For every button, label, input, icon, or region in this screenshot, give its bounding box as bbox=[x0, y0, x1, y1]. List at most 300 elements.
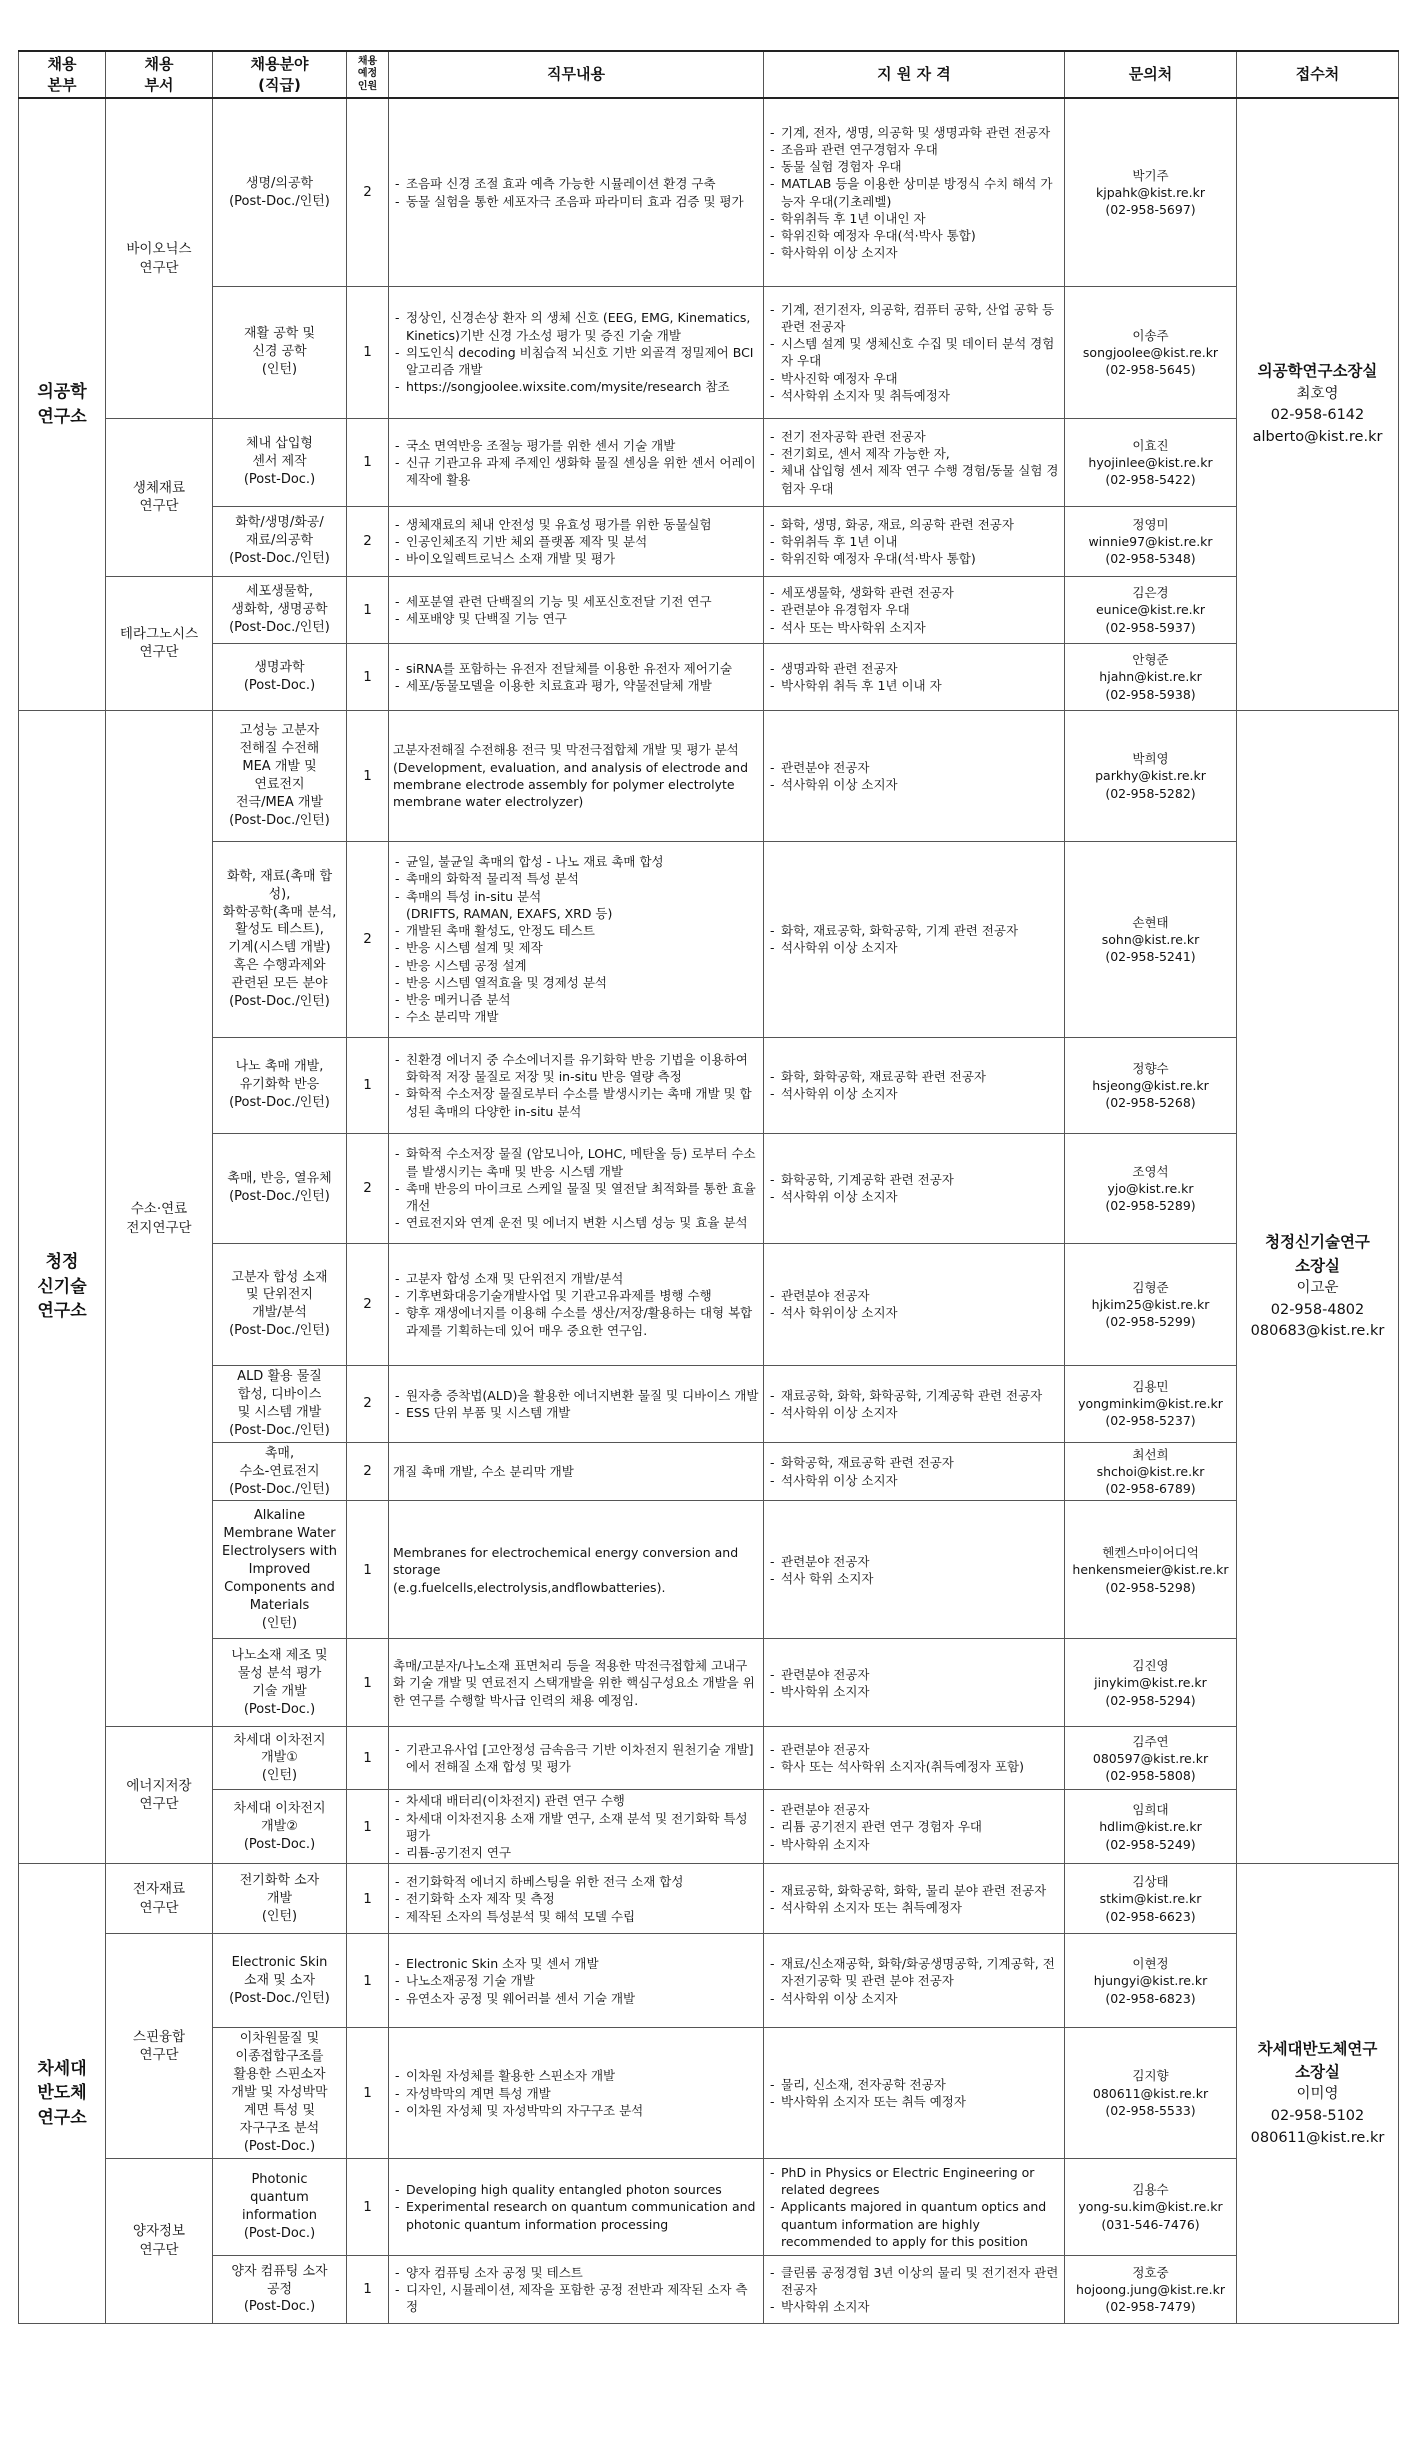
field-cell: 차세대 이차전지 개발② (Post-Doc.) bbox=[213, 1790, 347, 1864]
list-item: - 반응 시스템 열적효율 및 경제성 분석 bbox=[393, 974, 759, 991]
duties-cell bbox=[389, 1365, 764, 1442]
table-row bbox=[19, 1501, 1399, 1639]
list-item: - 전기화학적 에너지 하베스팅을 위한 전극 소재 합성 bbox=[393, 1873, 759, 1890]
list-item: - 관련분야 전공자 bbox=[768, 1666, 1060, 1683]
header-row bbox=[19, 51, 1399, 98]
table-row bbox=[19, 710, 1399, 841]
list-item: - 기계, 전기전자, 의공학, 컴퓨터 공학, 산업 공학 등 관련 전공자 bbox=[768, 301, 1060, 336]
quals-list bbox=[768, 584, 1060, 636]
list-item: - 클린룸 공정경험 3년 이상의 물리 및 전기전자 관련 전공자 bbox=[768, 2264, 1060, 2299]
count-cell: 2 bbox=[347, 1133, 389, 1243]
list-item: - 이차원 자성체 및 자성박막의 자구구조 분석 bbox=[393, 2102, 759, 2119]
list-item: - 화학, 생명, 화공, 재료, 의공학 관련 전공자 bbox=[768, 516, 1060, 533]
quals-cell bbox=[764, 1037, 1065, 1133]
list-item: - 관련분야 유경험자 우대 bbox=[768, 601, 1060, 618]
list-item: - MATLAB 등을 이용한 상미분 방정식 수치 해석 가능자 우대(기초레벨) bbox=[768, 175, 1060, 210]
list-item: - Electronic Skin 소자 및 센서 개발 bbox=[393, 1955, 759, 1972]
duties-list bbox=[393, 2067, 759, 2119]
duties-cell: Membranes for electrochemical energy conversion and storage (e.g.fuelcells,electrolysis,andflowbatteries). bbox=[389, 1501, 764, 1639]
table-row bbox=[19, 1639, 1399, 1727]
duties-cell bbox=[389, 2159, 764, 2256]
quals-list bbox=[768, 2076, 1060, 2111]
list-item: - 디자인, 시뮬레이션, 제작을 포함한 공정 전반과 제작된 소자 측정 bbox=[393, 2281, 759, 2316]
list-item: - 물리, 신소재, 전자공학 전공자 bbox=[768, 2076, 1060, 2093]
duties-cell bbox=[389, 1727, 764, 1790]
list-item: - 학사 또는 석사학위 소지자(취득예정자 포함) bbox=[768, 1758, 1060, 1775]
list-item: - 국소 면역반응 조절능 평가를 위한 센서 기술 개발 bbox=[393, 437, 759, 454]
table-row bbox=[19, 841, 1399, 1037]
quals-cell bbox=[764, 418, 1065, 506]
count-cell: 1 bbox=[347, 286, 389, 418]
duties-list bbox=[393, 1270, 759, 1339]
list-item: - 동물 실험을 통한 세포자극 조음파 파라미터 효과 검증 및 평가 bbox=[393, 193, 759, 210]
quals-list bbox=[768, 1387, 1060, 1422]
quals-list bbox=[768, 1553, 1060, 1588]
contact-cell: 안형준 hjahn@kist.re.kr (02-958-5938) bbox=[1065, 643, 1237, 710]
list-item: - 석사 또는 박사학위 소지자 bbox=[768, 619, 1060, 636]
duties-list bbox=[393, 1873, 759, 1925]
list-item: - 이차원 자성체를 활용한 스핀소자 개발 bbox=[393, 2067, 759, 2084]
quals-list bbox=[768, 1955, 1060, 2007]
list-item: - 관련분야 전공자 bbox=[768, 1287, 1060, 1304]
quals-cell bbox=[764, 841, 1065, 1037]
quals-list bbox=[768, 1882, 1060, 1917]
count-cell: 1 bbox=[347, 1037, 389, 1133]
list-item: - 석사학위 이상 소지자 bbox=[768, 1188, 1060, 1205]
field-cell: 나노 촉매 개발, 유기화학 반응 (Post-Doc./인턴) bbox=[213, 1037, 347, 1133]
list-item: - 석사학위 소지자 또는 취득예정자 bbox=[768, 1899, 1060, 1916]
count-cell: 1 bbox=[347, 1934, 389, 2028]
list-item: - 석사학위 이상 소지자 bbox=[768, 776, 1060, 793]
count-cell: 1 bbox=[347, 710, 389, 841]
list-item: - 기후변화대응기술개발사업 및 기관고유과제를 병행 수행 bbox=[393, 1287, 759, 1304]
quals-cell bbox=[764, 1790, 1065, 1864]
list-item: - https://songjoolee.wixsite.com/mysite/research 참조 bbox=[393, 378, 759, 395]
quals-cell bbox=[764, 286, 1065, 418]
contact-cell: 김주연 080597@kist.re.kr (02-958-5808) bbox=[1065, 1727, 1237, 1790]
duties-list bbox=[393, 1145, 759, 1231]
list-item: - 박사학위 소지자 또는 취득 예정자 bbox=[768, 2093, 1060, 2110]
quals-cell bbox=[764, 2159, 1065, 2256]
duties-cell bbox=[389, 643, 764, 710]
reception-title: 의공학연구소장실 bbox=[1257, 362, 1378, 381]
table-row bbox=[19, 2159, 1399, 2256]
quals-list bbox=[768, 1801, 1060, 1853]
contact-cell: 정영미 winnie97@kist.re.kr (02-958-5348) bbox=[1065, 506, 1237, 576]
list-item: - 촉매의 특성 in-situ 분석 (DRIFTS, RAMAN, EXAFS, XRD 등) bbox=[393, 888, 759, 923]
contact-cell: 최선희 shchoi@kist.re.kr (02-958-6789) bbox=[1065, 1442, 1237, 1501]
contact-cell: 손현태 sohn@kist.re.kr (02-958-5241) bbox=[1065, 841, 1237, 1037]
list-item: - 석사학위 소지자 및 취득예정자 bbox=[768, 387, 1060, 404]
duties-list bbox=[393, 660, 759, 695]
duties-list bbox=[393, 1051, 759, 1120]
list-item: - 세포분열 관련 단백질의 기능 및 세포신호전달 기전 연구 bbox=[393, 593, 759, 610]
list-item: - 기관고유사업 [고안정성 금속음극 기반 이차전지 원천기술 개발]에서 전해질 소재 합성 및 평가 bbox=[393, 1741, 759, 1776]
count-cell: 1 bbox=[347, 1727, 389, 1790]
duties-cell bbox=[389, 1133, 764, 1243]
recruitment-table bbox=[18, 50, 1399, 2324]
count-cell: 1 bbox=[347, 418, 389, 506]
list-item: - 반응 시스템 설계 및 제작 bbox=[393, 939, 759, 956]
list-item: - 양자 컴퓨팅 소자 공정 및 테스트 bbox=[393, 2264, 759, 2281]
duties-list bbox=[393, 1387, 759, 1422]
list-item: - 학위취득 후 1년 이내 bbox=[768, 533, 1060, 550]
table-row bbox=[19, 2256, 1399, 2324]
field-cell: 화학/생명/화공/ 재료/의공학 (Post-Doc./인턴) bbox=[213, 506, 347, 576]
table-row bbox=[19, 1727, 1399, 1790]
count-cell: 1 bbox=[347, 2028, 389, 2159]
header-reception: 접수처 bbox=[1237, 51, 1399, 98]
field-cell: ALD 활용 물질 합성, 디바이스 및 시스템 개발 (Post-Doc./인턴) bbox=[213, 1365, 347, 1442]
quals-cell bbox=[764, 1639, 1065, 1727]
quals-list bbox=[768, 1741, 1060, 1776]
list-item: - Developing high quality entangled photon sources bbox=[393, 2181, 759, 2198]
dept-cell: 생체재료 연구단 bbox=[106, 418, 213, 576]
duties-list bbox=[393, 1741, 759, 1776]
count-cell: 1 bbox=[347, 576, 389, 643]
count-cell: 1 bbox=[347, 1501, 389, 1639]
table-row bbox=[19, 98, 1399, 286]
table-row bbox=[19, 1243, 1399, 1365]
contact-cell: 김형준 hjkim25@kist.re.kr (02-958-5299) bbox=[1065, 1243, 1237, 1365]
quals-cell bbox=[764, 1243, 1065, 1365]
institute-cell: 청정 신기술 연구소 bbox=[19, 710, 106, 1864]
reception-cell bbox=[1237, 98, 1399, 710]
list-item: - 연료전지와 연계 운전 및 에너지 변환 시스템 성능 및 효율 분석 bbox=[393, 1214, 759, 1231]
dept-cell: 테라그노시스 연구단 bbox=[106, 576, 213, 710]
list-item: - 차세대 이차전지용 소재 개발 연구, 소재 분석 및 전기화학 특성 평가 bbox=[393, 1810, 759, 1845]
list-item: - PhD in Physics or Electric Engineering or related degrees bbox=[768, 2164, 1060, 2199]
list-item: - 화학공학, 기계공학 관련 전공자 bbox=[768, 1171, 1060, 1188]
list-item: - 수소 분리막 개발 bbox=[393, 1008, 759, 1025]
list-item: - 촉매의 화학적 물리적 특성 분석 bbox=[393, 870, 759, 887]
field-cell: 체내 삽입형 센서 제작 (Post-Doc.) bbox=[213, 418, 347, 506]
list-item: - 재료/신소재공학, 화학/화공생명공학, 기계공학, 전자전기공학 및 관련 분야 전공자 bbox=[768, 1955, 1060, 1990]
list-item: - 바이오일렉트로닉스 소재 개발 및 평가 bbox=[393, 550, 759, 567]
list-item: - 재료공학, 화학, 화학공학, 기계공학 관련 전공자 bbox=[768, 1387, 1060, 1404]
quals-cell bbox=[764, 1727, 1065, 1790]
field-cell: 촉매, 수소-연료전지 (Post-Doc./인턴) bbox=[213, 1442, 347, 1501]
quals-list bbox=[768, 759, 1060, 794]
list-item: - 화학공학, 재료공학 관련 전공자 bbox=[768, 1454, 1060, 1471]
field-cell: 생명과학 (Post-Doc.) bbox=[213, 643, 347, 710]
institute-cell: 의공학 연구소 bbox=[19, 98, 106, 710]
list-item: - 박사학위 소지자 bbox=[768, 1683, 1060, 1700]
table-row bbox=[19, 1365, 1399, 1442]
table-row bbox=[19, 643, 1399, 710]
quals-cell bbox=[764, 1501, 1065, 1639]
contact-cell: 김상태 stkim@kist.re.kr (02-958-6623) bbox=[1065, 1864, 1237, 1934]
list-item: - 의도인식 decoding 비침습적 뇌신호 기반 외골격 정밀제어 BCI 알고리즘 개발 bbox=[393, 344, 759, 379]
reception-name: 이미영 bbox=[1296, 2086, 1339, 2103]
list-item: - 반응 메커니즘 분석 bbox=[393, 991, 759, 1008]
reception-name: 이고운 bbox=[1296, 1279, 1339, 1296]
quals-list bbox=[768, 1171, 1060, 1206]
quals-list bbox=[768, 1068, 1060, 1103]
quals-cell bbox=[764, 2256, 1065, 2324]
list-item: - 화학적 수소저장 물질로부터 수소를 발생시키는 촉매 개발 및 합성된 촉매의 다양한 in-situ 분석 bbox=[393, 1085, 759, 1120]
count-cell: 1 bbox=[347, 1864, 389, 1934]
field-cell: Photonic quantum information (Post-Doc.) bbox=[213, 2159, 347, 2256]
quals-cell bbox=[764, 1442, 1065, 1501]
list-item: - 리튬 공기전지 관련 연구 경험자 우대 bbox=[768, 1818, 1060, 1835]
table-row bbox=[19, 1442, 1399, 1501]
count-cell: 2 bbox=[347, 1442, 389, 1501]
duties-cell bbox=[389, 1243, 764, 1365]
reception-phone: 02-958-4802 bbox=[1270, 1301, 1365, 1318]
list-item: - 균일, 불균일 촉매의 합성 - 나노 재료 촉매 합성 bbox=[393, 853, 759, 870]
list-item: - 원자층 증착법(ALD)을 활용한 에너지변환 물질 및 디바이스 개발 bbox=[393, 1387, 759, 1404]
quals-cell bbox=[764, 1934, 1065, 2028]
list-item: - 석사학위 이상 소지자 bbox=[768, 1472, 1060, 1489]
quals-cell bbox=[764, 98, 1065, 286]
list-item: - 반응 시스템 공정 설계 bbox=[393, 957, 759, 974]
list-item: - 기계, 전자, 생명, 의공학 및 생명과학 관련 전공자 bbox=[768, 124, 1060, 141]
list-item: - 학위진학 예정자 우대(석·박사 통합) bbox=[768, 227, 1060, 244]
list-item: - 석사 학위 소지자 bbox=[768, 1570, 1060, 1587]
dept-cell: 바이오닉스 연구단 bbox=[106, 98, 213, 418]
duties-list bbox=[393, 1792, 759, 1861]
duties-list bbox=[393, 309, 759, 395]
quals-cell bbox=[764, 1864, 1065, 1934]
reception-phone: 02-958-5102 bbox=[1270, 2108, 1365, 2125]
list-item: - Experimental research on quantum communication and photonic quantum information processing bbox=[393, 2198, 759, 2233]
quals-list bbox=[768, 1666, 1060, 1701]
count-cell: 1 bbox=[347, 2159, 389, 2256]
reception-title: 차세대반도체연구 소장실 bbox=[1257, 2039, 1378, 2082]
list-item: - 석사학위 이상 소지자 bbox=[768, 1990, 1060, 2007]
field-cell: 생명/의공학 (Post-Doc./인턴) bbox=[213, 98, 347, 286]
list-item: - 자성박막의 계면 특성 개발 bbox=[393, 2085, 759, 2102]
duties-cell bbox=[389, 506, 764, 576]
table-row bbox=[19, 506, 1399, 576]
quals-cell bbox=[764, 506, 1065, 576]
list-item: - 학위취득 후 1년 이내인 자 bbox=[768, 210, 1060, 227]
count-cell: 2 bbox=[347, 1365, 389, 1442]
duties-cell bbox=[389, 1934, 764, 2028]
quals-cell bbox=[764, 1133, 1065, 1243]
duties-cell: 촉매/고분자/나노소재 표면처리 등을 적용한 막전극접합체 고내구화 기술 개발 및 연료전지 스택개발을 위한 핵심구성요소 개발을 위한 연구를 수행할 박사급 인력의 채용 예정임. bbox=[389, 1639, 764, 1727]
quals-list bbox=[768, 1287, 1060, 1322]
field-cell: 차세대 이차전지 개발① (인턴) bbox=[213, 1727, 347, 1790]
count-cell: 1 bbox=[347, 1639, 389, 1727]
list-item: - 세포배양 및 단백질 기능 연구 bbox=[393, 610, 759, 627]
list-item: - 시스템 설계 및 생체신호 수집 및 데이터 분석 경험자 우대 bbox=[768, 335, 1060, 370]
reception-email: alberto@kist.re.kr bbox=[1252, 429, 1383, 446]
duties-list bbox=[393, 516, 759, 568]
duties-cell bbox=[389, 98, 764, 286]
duties-cell: 고분자전해질 수전해용 전극 및 막전극접합체 개발 및 평가 분석 (Development, evaluation, and analysis of electrode and membrane electrode assembly for polymer electrolyte membrane water electrolyzer) bbox=[389, 710, 764, 841]
list-item: - 석사 학위이상 소지자 bbox=[768, 1304, 1060, 1321]
duties-cell bbox=[389, 1037, 764, 1133]
list-item: - 나노소재공정 기술 개발 bbox=[393, 1972, 759, 1989]
duties-list bbox=[393, 175, 759, 210]
duties-list bbox=[393, 1955, 759, 2007]
quals-list bbox=[768, 2164, 1060, 2250]
list-item: - 고분자 합성 소재 및 단위전지 개발/분석 bbox=[393, 1270, 759, 1287]
list-item: - 촉매 반응의 마이크로 스케일 물질 및 열전달 최적화를 통한 효율 개선 bbox=[393, 1180, 759, 1215]
list-item: - 재료공학, 화학공학, 화학, 물리 분야 관련 전공자 bbox=[768, 1882, 1060, 1899]
reception-title: 청정신기술연구 소장실 bbox=[1265, 1233, 1370, 1275]
quals-cell bbox=[764, 2028, 1065, 2159]
contact-cell: 이송주 songjoolee@kist.re.kr (02-958-5645) bbox=[1065, 286, 1237, 418]
quals-cell bbox=[764, 710, 1065, 841]
field-cell: 고성능 고분자 전해질 수전해 MEA 개발 및 연료전지 전극/MEA 개발 (Post-Doc./인턴) bbox=[213, 710, 347, 841]
field-cell: 촉매, 반응, 열유체 (Post-Doc./인턴) bbox=[213, 1133, 347, 1243]
table-row bbox=[19, 1790, 1399, 1864]
list-item: - 생체재료의 체내 안전성 및 유효성 평가를 위한 동물실험 bbox=[393, 516, 759, 533]
duties-cell bbox=[389, 2028, 764, 2159]
list-item: - 관련분야 전공자 bbox=[768, 759, 1060, 776]
duties-list bbox=[393, 437, 759, 489]
list-item: - 전기화학 소자 제작 및 측정 bbox=[393, 1890, 759, 1907]
field-cell: Alkaline Membrane Water Electrolysers with Improved Components and Materials (인턴) bbox=[213, 1501, 347, 1639]
contact-cell: 정향수 hsjeong@kist.re.kr (02-958-5268) bbox=[1065, 1037, 1237, 1133]
list-item: - 세포생물학, 생화학 관련 전공자 bbox=[768, 584, 1060, 601]
dept-cell: 전자재료 연구단 bbox=[106, 1864, 213, 1934]
table-row bbox=[19, 1037, 1399, 1133]
contact-cell: 임희대 hdlim@kist.re.kr (02-958-5249) bbox=[1065, 1790, 1237, 1864]
table-row bbox=[19, 1934, 1399, 2028]
list-item: - 박사진학 예정자 우대 bbox=[768, 370, 1060, 387]
dept-cell: 스핀융합 연구단 bbox=[106, 1934, 213, 2159]
quals-list bbox=[768, 1454, 1060, 1489]
reception-phone: 02-958-6142 bbox=[1270, 407, 1365, 424]
reception-cell bbox=[1237, 1864, 1399, 2324]
field-cell: 양자 컴퓨팅 소자 공정 (Post-Doc.) bbox=[213, 2256, 347, 2324]
contact-cell: 헨켄스마이어디억 henkensmeier@kist.re.kr (02-958-5298) bbox=[1065, 1501, 1237, 1639]
duties-cell bbox=[389, 2256, 764, 2324]
duties-cell bbox=[389, 576, 764, 643]
quals-list bbox=[768, 428, 1060, 497]
header-quals: 지 원 자 격 bbox=[764, 51, 1065, 98]
reception-email: 080611@kist.re.kr bbox=[1250, 2129, 1385, 2146]
reception-email: 080683@kist.re.kr bbox=[1250, 1323, 1385, 1340]
field-cell: 나노소재 제조 및 물성 분석 평가 기술 개발 (Post-Doc.) bbox=[213, 1639, 347, 1727]
list-item: - 전기회로, 센서 제작 가능한 자, bbox=[768, 445, 1060, 462]
contact-cell: 김은경 eunice@kist.re.kr (02-958-5937) bbox=[1065, 576, 1237, 643]
count-cell: 1 bbox=[347, 2256, 389, 2324]
list-item: - 체내 삽입형 센서 제작 연구 수행 경험/동물 실험 경험자 우대 bbox=[768, 462, 1060, 497]
contact-cell: 김진영 jinykim@kist.re.kr (02-958-5294) bbox=[1065, 1639, 1237, 1727]
quals-list bbox=[768, 124, 1060, 262]
list-item: - 개발된 촉매 활성도, 안정도 테스트 bbox=[393, 922, 759, 939]
list-item: - 정상인, 신경손상 환자 의 생체 신호 (EEG, EMG, Kinematics, Kinetics)기반 신경 가소성 평가 및 증진 기술 개발 bbox=[393, 309, 759, 344]
list-item: - 친환경 에너지 중 수소에너지를 유기화학 반응 기법을 이용하여 화학적 저장 물질로 저장 및 in-situ 반응 열량 측정 bbox=[393, 1051, 759, 1086]
list-item: - 동물 실험 경험자 우대 bbox=[768, 158, 1060, 175]
table-body bbox=[19, 98, 1399, 2323]
list-item: - 학사학위 이상 소지자 bbox=[768, 244, 1060, 261]
list-item: - 조음파 관련 연구경험자 우대 bbox=[768, 141, 1060, 158]
reception-name: 최호영 bbox=[1296, 385, 1339, 402]
duties-list bbox=[393, 853, 759, 1026]
quals-list bbox=[768, 301, 1060, 405]
list-item: - 화학, 재료공학, 화학공학, 기계 관련 전공자 bbox=[768, 922, 1060, 939]
list-item: - 관련분야 전공자 bbox=[768, 1553, 1060, 1570]
count-cell: 2 bbox=[347, 1243, 389, 1365]
table-row bbox=[19, 286, 1399, 418]
duties-list bbox=[393, 2264, 759, 2316]
header-division: 채용 본부 bbox=[19, 51, 106, 98]
list-item: - ESS 단위 부품 및 시스템 개발 bbox=[393, 1404, 759, 1421]
table-row bbox=[19, 1133, 1399, 1243]
header-count: 채용 예정 인원 bbox=[347, 51, 389, 98]
header-field: 채용분야 (직급) bbox=[213, 51, 347, 98]
contact-cell: 이효진 hyojinlee@kist.re.kr (02-958-5422) bbox=[1065, 418, 1237, 506]
field-cell: Electronic Skin 소재 및 소자 (Post-Doc./인턴) bbox=[213, 1934, 347, 2028]
dept-cell: 수소·연료 전지연구단 bbox=[106, 710, 213, 1727]
duties-cell bbox=[389, 841, 764, 1037]
dept-cell: 양자정보 연구단 bbox=[106, 2159, 213, 2324]
list-item: - 학위진학 예정자 우대(석·박사 통합) bbox=[768, 550, 1060, 567]
contact-cell: 이현정 hjungyi@kist.re.kr (02-958-6823) bbox=[1065, 1934, 1237, 2028]
field-cell: 화학, 재료(촉매 합성), 화학공학(촉매 분석, 활성도 테스트), 기계(시스템 개발) 혹은 수행과제와 관련된 모든 분야 (Post-Doc./인턴) bbox=[213, 841, 347, 1037]
list-item: - Applicants majored in quantum optics and quantum information are highly recommended to apply for this position bbox=[768, 2198, 1060, 2250]
table-row bbox=[19, 2028, 1399, 2159]
reception-cell bbox=[1237, 710, 1399, 1864]
list-item: - 리튬-공기전지 연구 bbox=[393, 1844, 759, 1861]
header-contact: 문의처 bbox=[1065, 51, 1237, 98]
contact-cell: 조영석 yjo@kist.re.kr (02-958-5289) bbox=[1065, 1133, 1237, 1243]
table-row bbox=[19, 576, 1399, 643]
count-cell: 1 bbox=[347, 643, 389, 710]
quals-cell bbox=[764, 643, 1065, 710]
list-item: - 관련분야 전공자 bbox=[768, 1741, 1060, 1758]
duties-list bbox=[393, 593, 759, 628]
table-row bbox=[19, 418, 1399, 506]
contact-cell: 박기주 kjpahk@kist.re.kr (02-958-5697) bbox=[1065, 98, 1237, 286]
dept-cell: 에너지저장 연구단 bbox=[106, 1727, 213, 1864]
list-item: - siRNA를 포함하는 유전자 전달체를 이용한 유전자 제어기술 bbox=[393, 660, 759, 677]
duties-list bbox=[393, 2181, 759, 2233]
header-dept: 채용 부서 bbox=[106, 51, 213, 98]
quals-cell bbox=[764, 576, 1065, 643]
contact-cell: 김지향 080611@kist.re.kr (02-958-5533) bbox=[1065, 2028, 1237, 2159]
quals-list bbox=[768, 660, 1060, 695]
list-item: - 석사학위 이상 소지자 bbox=[768, 939, 1060, 956]
list-item: - 제작된 소자의 특성분석 및 해석 모델 수립 bbox=[393, 1908, 759, 1925]
list-item: - 박사학위 소지자 bbox=[768, 2298, 1060, 2315]
list-item: - 화학, 화학공학, 재료공학 관련 전공자 bbox=[768, 1068, 1060, 1085]
quals-list bbox=[768, 2264, 1060, 2316]
duties-cell bbox=[389, 418, 764, 506]
list-item: - 박사학위 취득 후 1년 이내 자 bbox=[768, 677, 1060, 694]
contact-cell: 박희영 parkhy@kist.re.kr (02-958-5282) bbox=[1065, 710, 1237, 841]
list-item: - 차세대 배터리(이차전지) 관련 연구 수행 bbox=[393, 1792, 759, 1809]
count-cell: 2 bbox=[347, 841, 389, 1037]
list-item: - 조음파 신경 조절 효과 예측 가능한 시뮬레이션 환경 구축 bbox=[393, 175, 759, 192]
header-duties: 직무내용 bbox=[389, 51, 764, 98]
quals-cell bbox=[764, 1365, 1065, 1442]
quals-list bbox=[768, 516, 1060, 568]
list-item: - 석사학위 이상 소지자 bbox=[768, 1404, 1060, 1421]
list-item: - 관련분야 전공자 bbox=[768, 1801, 1060, 1818]
list-item: - 전기 전자공학 관련 전공자 bbox=[768, 428, 1060, 445]
field-cell: 이차원물질 및 이종접합구조를 활용한 스핀소자 개발 및 자성박막 계면 특성 및 자구구조 분석 (Post-Doc.) bbox=[213, 2028, 347, 2159]
list-item: - 세포/동물모델을 이용한 치료효과 평가, 약물전달체 개발 bbox=[393, 677, 759, 694]
list-item: - 박사학위 소지자 bbox=[768, 1836, 1060, 1853]
list-item: - 향후 재생에너지를 이용해 수소를 생산/저장/활용하는 대형 복합 과제를 기획하는데 있어 매우 중요한 연구임. bbox=[393, 1304, 759, 1339]
table-row bbox=[19, 1864, 1399, 1934]
list-item: - 생명과학 관련 전공자 bbox=[768, 660, 1060, 677]
list-item: - 석사학위 이상 소지자 bbox=[768, 1085, 1060, 1102]
count-cell: 2 bbox=[347, 506, 389, 576]
duties-cell: 개질 촉매 개발, 수소 분리막 개발 bbox=[389, 1442, 764, 1501]
field-cell: 고분자 합성 소재 및 단위전지 개발/분석 (Post-Doc./인턴) bbox=[213, 1243, 347, 1365]
field-cell: 세포생물학, 생화학, 생명공학 (Post-Doc./인턴) bbox=[213, 576, 347, 643]
list-item: - 인공인체조직 기반 체외 플랫폼 제작 및 분석 bbox=[393, 533, 759, 550]
duties-cell bbox=[389, 1864, 764, 1934]
